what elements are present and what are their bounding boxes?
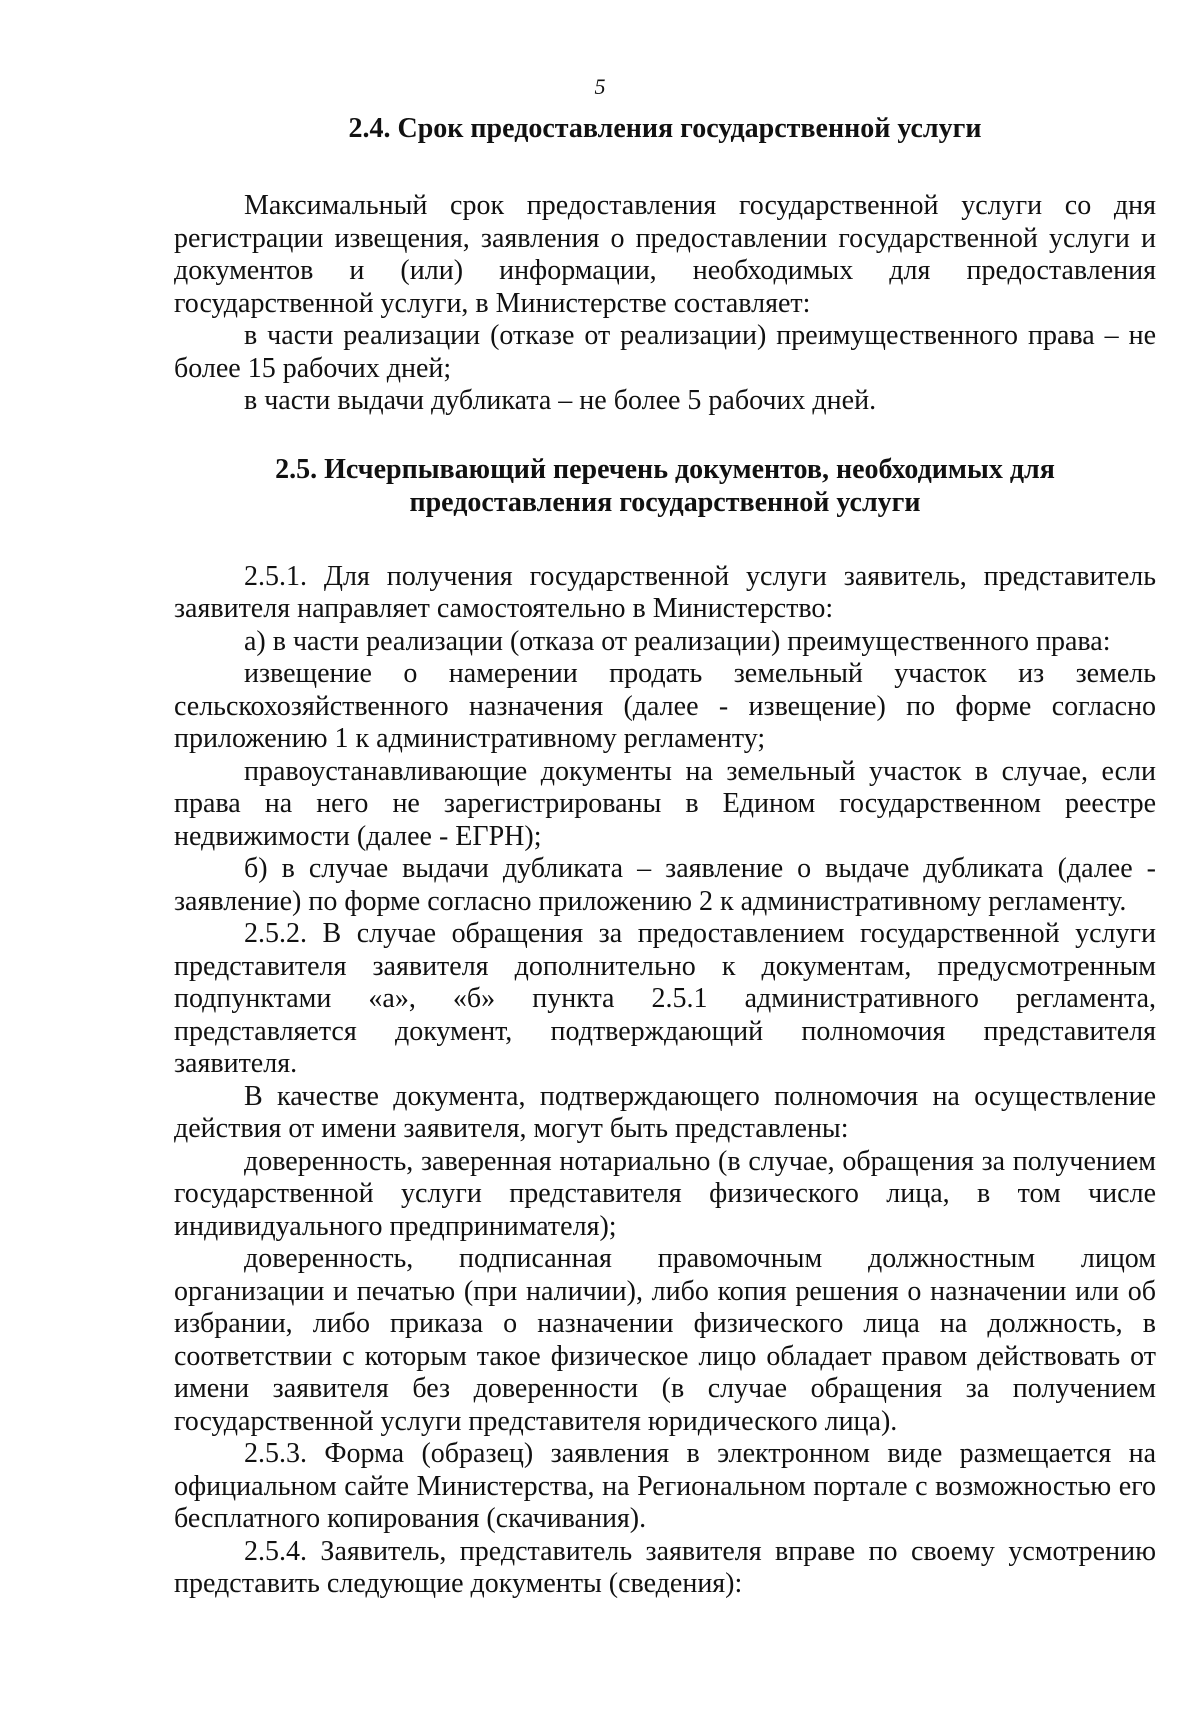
section-2-5-heading-line-1: 2.5. Исчерпывающий перечень документов, необходимых для xyxy=(275,453,1055,485)
page-number: 5 xyxy=(594,74,606,99)
document-body xyxy=(174,112,1156,1601)
paragraph-organization-power-of-attorney: доверенность, подписанная правомочным должностным лицом организации и печатью (при наличии), либо копия решения о назначении или об избрании, либо приказа о назначении физического лица на должность, в соответствии с которым такое физическое лицо обладает правом действовать от имени заявителя без доверенности (в случае обращения за получением государственной услуги представителя юридического лица). xyxy=(174,1243,1156,1437)
paragraph-subitem-b: б) в случае выдачи дубликата – заявление о выдаче дубликата (далее - заявление) по форме согласно приложению 2 к административному регламенту. xyxy=(174,853,1156,917)
section-2-4-paragraph-3: в части выдачи дубликата – не более 5 рабочих дней. xyxy=(244,385,877,416)
section-2-4-heading: 2.4. Срок предоставления государственной услуги xyxy=(348,113,982,144)
paragraph-title-documents: правоустанавливающие документы на земельный участок в случае, если права на него не зарегистрированы в Едином государственном реестре недвижимости (далее - ЕГРН); xyxy=(174,755,1156,852)
paragraph-2-5-4: 2.5.4. Заявитель, представитель заявителя вправе по своему усмотрению представить следующие документы (сведения): xyxy=(174,1535,1156,1599)
paragraph-notarial-power-of-attorney: доверенность, заверенная нотариально (в случае, обращения за получением государственной услуги представителя физического лица, в том числе индивидуального предпринимателя); xyxy=(174,1145,1156,1242)
section-2-5-heading-line-2: предоставления государственной услуги xyxy=(409,486,921,518)
paragraph-subitem-a: а) в части реализации (отказа от реализации) преимущественного права: xyxy=(244,625,1111,657)
paragraph-notice: извещение о намерении продать земельный участок из земель сельскохозяйственного назначения (далее - извещение) по форме согласно приложению 1 к административному регламенту; xyxy=(174,658,1156,754)
section-2-4-paragraph-2: в части реализации (отказе от реализации) преимущественного права – не более 15 рабочих дней; xyxy=(174,320,1156,384)
section-2-4-paragraph-1: Максимальный срок предоставления государственной услуги со дня регистрации извещения, заявления о предоставлении государственной услуги и документов и (или) информации, необходимых для предоставления государственной услуги, в Министерстве составляет: xyxy=(174,190,1156,319)
paragraph-2-5-3: 2.5.3. Форма (образец) заявления в электронном виде размещается на официальном сайте Министерства, на Региональном портале с возможностью его бесплатного копирования (скачивания). xyxy=(174,1438,1156,1534)
section-2-5-heading xyxy=(174,453,1156,519)
paragraph-2-5-1: 2.5.1. Для получения государственной услуги заявитель, представитель заявителя направляет самостоятельно в Министерство: xyxy=(174,560,1156,624)
paragraph-2-5-2: 2.5.2. В случае обращения за предоставлением государственной услуги представителя заявителя дополнительно к документам, предусмотренным подпунктами «а», «б» пункта 2.5.1 административного регламента, представляется документ, подтверждающий полномочия представителя заявителя. xyxy=(174,918,1156,1079)
paragraph-authority-documents: В качестве документа, подтверждающего полномочия на осуществление действия от имени заявителя, могут быть представлены: xyxy=(174,1080,1156,1144)
